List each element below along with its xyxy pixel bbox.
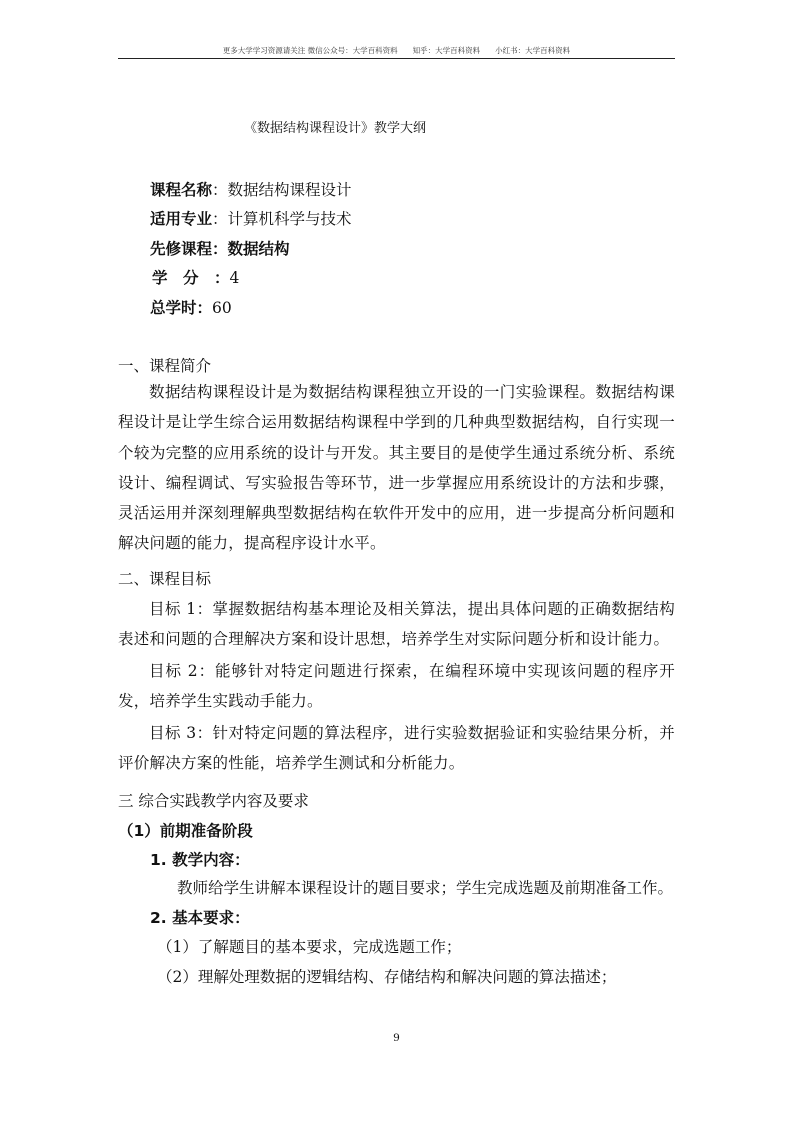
requirement-item-2: （2）理解处理数据的逻辑结构、存储结构和解决问题的算法描述； [157, 968, 617, 986]
prerequisite-row: 先修课程：数据结构 [150, 240, 290, 258]
basic-requirements-label: 2. 基本要求： [150, 909, 250, 927]
goal-2-paragraph: 目标 2：能够针对特定问题进行探索，在编程环境中实现该问题的程序开发，培养学生实践动手能力。 [118, 662, 675, 711]
credits-value: 4 [229, 269, 240, 287]
section-heading-goals: 二、课程目标 [118, 570, 212, 588]
page-number: 9 [393, 1032, 400, 1044]
goal-3-paragraph: 目标 3：针对特定问题的算法程序，进行实验数据验证和实验结果分析，并评价解决方案的性能，培养学生测试和分析能力。 [118, 724, 675, 773]
section-heading-intro: 一、课程简介 [118, 357, 212, 375]
page-header: 更多大学学习资源请关注 微信公众号：大学百科资料 知乎：大学百科资料 小红书：大学百科资料 [222, 46, 571, 55]
course-name-value: 数据结构课程设计 [227, 181, 352, 199]
header-rule [118, 58, 675, 59]
course-name-row: 课程名称：数据结构课程设计 [150, 181, 352, 199]
teach-content-label: 1. 教学内容： [150, 851, 250, 869]
credits-row: 学 分 ：4 [152, 269, 240, 287]
teach-content-text: 教师给学生讲解本课程设计的题目要求；学生完成选题及前期准备工作。 [177, 879, 674, 897]
major-value: 计算机科学与技术 [227, 210, 352, 228]
total-hours-value: 60 [212, 299, 232, 317]
document-title: 《数据结构课程设计》教学大纲 [244, 121, 427, 136]
phase-1-title: （1）前期准备阶段 [118, 822, 253, 840]
requirement-item-1: （1）了解题目的基本要求，完成选题工作； [157, 938, 462, 956]
intro-paragraph: 数据结构课程设计是为数据结构课程独立开设的一门实验课程。数据结构课程设计是让学生综合运用数据结构课程中学到的几种典型数据结构，自行实现一个较为完整的应用系统的设计与开发。其主要目的是使学生通过系统分析、系统设计、编程调试、写实验报告等环节，进一步掌握应用系统设计的方法和步骤，灵活运用并深刻理解典型数据结构在软件开发中的应用，进一步提高分析问题和解决问题的能力，提高程序设计水平。 [118, 383, 675, 553]
total-hours-row: 总学时：60 [150, 299, 232, 317]
goal-1-paragraph: 目标 1：掌握数据结构基本理论及相关算法，提出具体问题的正确数据结构表述和问题的合理解决方案和设计思想，培养学生对实际问题分析和设计能力。 [118, 600, 675, 649]
major-row: 适用专业：计算机科学与技术 [150, 210, 352, 228]
prerequisite-value: 数据结构 [227, 240, 290, 258]
section-heading-content: 三 综合实践教学内容及要求 [118, 792, 309, 810]
